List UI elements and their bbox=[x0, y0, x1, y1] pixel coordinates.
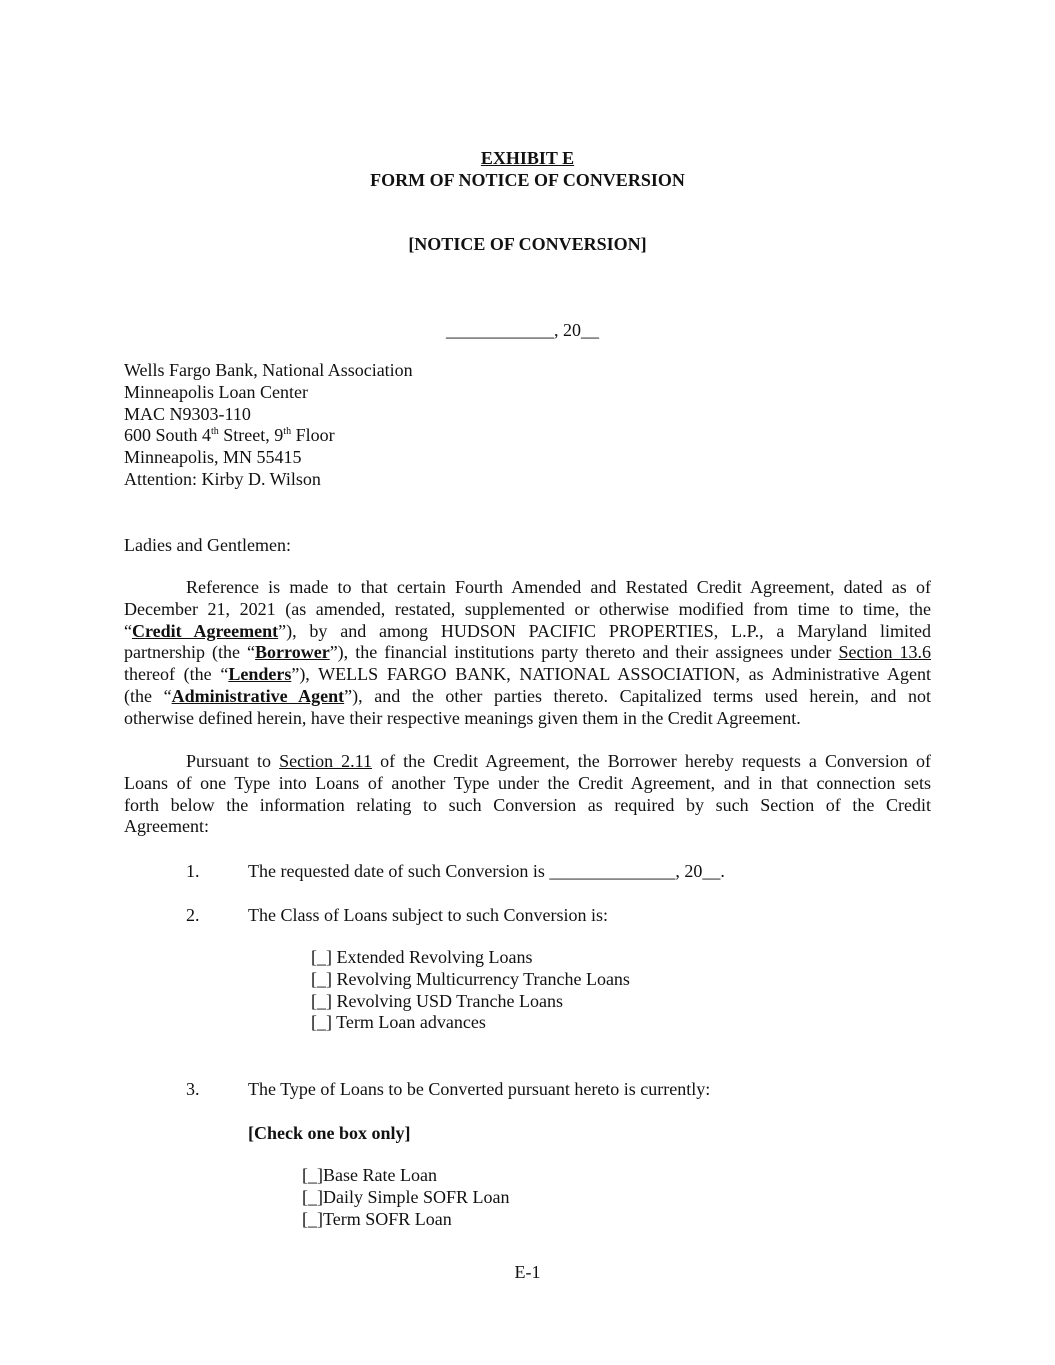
loan-class-checkbox-option[interactable]: [_] Extended Revolving Loans bbox=[311, 947, 533, 967]
form-title: FORM OF NOTICE OF CONVERSION bbox=[370, 170, 685, 190]
item-3-text: The Type of Loans to be Converted pursuant hereto is currently: bbox=[248, 1079, 711, 1099]
paragraph-line: otherwise defined herein, have their respective meanings given them in the Credit Agreement. bbox=[124, 707, 801, 728]
exhibit-heading: EXHIBIT E bbox=[480, 148, 575, 168]
paragraph-line: thereof (the “Lenders”), WELLS FARGO BANK, NATIONAL ASSOCIATION, as Administrative Agent bbox=[124, 664, 931, 685]
item-number: 2. bbox=[186, 905, 200, 925]
defined-term: Administrative Agent bbox=[171, 685, 345, 706]
paragraph-line: Reference is made to that certain Fourth Amended and Restated Credit Agreement, dated as of bbox=[186, 577, 931, 597]
section-reference: Section 2.11 bbox=[279, 751, 373, 771]
address-line: Wells Fargo Bank, National Association bbox=[124, 360, 413, 380]
paragraph-line: “Credit Agreement”), by and among HUDSON PACIFIC PROPERTIES, L.P., a Maryland limited bbox=[124, 620, 931, 641]
loan-type-checkbox-option[interactable]: [_]Daily Simple SOFR Loan bbox=[302, 1186, 510, 1207]
paragraph-line: partnership (the “Borrower”), the financial institutions party thereto and their assignees under Section 13.6 bbox=[124, 642, 932, 663]
defined-term: Credit Agreement bbox=[132, 620, 279, 641]
check-one-instruction: [Check one box only] bbox=[248, 1123, 411, 1143]
loan-class-checkbox-option[interactable]: [_] Term Loan advances bbox=[311, 1012, 486, 1033]
salutation: Ladies and Gentlemen: bbox=[124, 535, 291, 555]
loan-class-checkbox-option[interactable]: [_] Revolving USD Tranche Loans bbox=[311, 990, 563, 1011]
item-number: 3. bbox=[186, 1079, 200, 1099]
loan-class-options bbox=[311, 947, 630, 1034]
section-reference: Section 13.6 bbox=[838, 642, 932, 663]
address-line: Minneapolis, MN 55415 bbox=[124, 447, 302, 468]
paragraph-line: Agreement: bbox=[124, 816, 209, 837]
item-1-text: The requested date of such Conversion is ______________, 20__. bbox=[248, 861, 725, 881]
loan-type-checkbox-option[interactable]: [_]Base Rate Loan bbox=[302, 1165, 437, 1185]
notice-title: [NOTICE OF CONVERSION] bbox=[408, 234, 647, 254]
defined-term: Borrower bbox=[255, 642, 330, 663]
loan-type-options bbox=[302, 1165, 510, 1230]
paragraph-line: Loans of one Type into Loans of another Type under the Credit Agreement, and in that connection sets bbox=[124, 772, 931, 793]
date-line: ____________, 20__ bbox=[446, 320, 599, 340]
reference-paragraph bbox=[124, 577, 931, 730]
paragraph-line: forth below the information relating to such Conversion as required by such Section of the Credit bbox=[124, 794, 931, 815]
address-line: 600 South 4th Street, 9th Floor bbox=[124, 425, 335, 446]
defined-term: Lenders bbox=[228, 664, 292, 685]
paragraph-line: December 21, 2021 (as amended, restated, supplemented or otherwise modified from time to time, the bbox=[124, 598, 931, 619]
loan-class-checkbox-option[interactable]: [_] Revolving Multicurrency Tranche Loans bbox=[311, 968, 630, 989]
item-number: 1. bbox=[186, 861, 200, 881]
paragraph-line: (the “Administrative Agent”), and the other parties thereto. Capitalized terms used herein, and not bbox=[124, 685, 931, 706]
address-line: Minneapolis Loan Center bbox=[124, 381, 308, 402]
address-line: MAC N9303-110 bbox=[124, 403, 251, 424]
page-number: E-1 bbox=[514, 1262, 541, 1282]
item-2-text: The Class of Loans subject to such Conversion is: bbox=[248, 905, 608, 925]
paragraph-line: Pursuant to Section 2.11 of the Credit Agreement, the Borrower hereby requests a Conversion of bbox=[186, 751, 931, 771]
address-block bbox=[124, 360, 413, 491]
request-paragraph bbox=[124, 751, 931, 838]
loan-type-checkbox-option[interactable]: [_]Term SOFR Loan bbox=[302, 1208, 452, 1229]
attention-line: Attention: Kirby D. Wilson bbox=[124, 468, 321, 489]
